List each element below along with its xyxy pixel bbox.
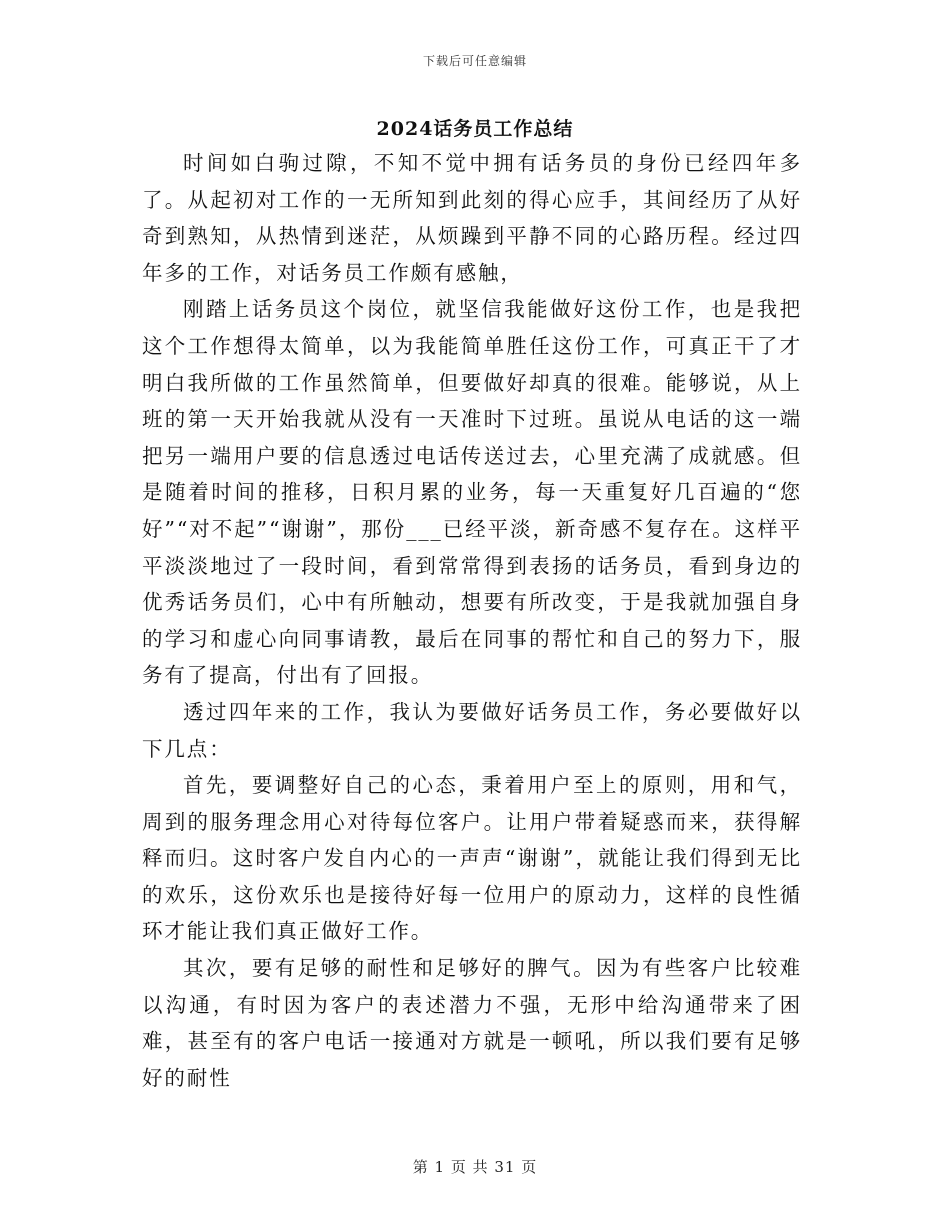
paragraph-3: 透过四年来的工作，我认为要做好话务员工作，务必要做好以下几点： [142,699,802,761]
document-body [142,145,802,1096]
document-title: 2024话务员工作总结 [376,118,574,140]
paragraph-5: 其次，要有足够的耐性和足够好的脾气。因为有些客户比较难以沟通，有时因为客户的表述潜力不强，无形中给沟通带来了困难，甚至有的客户电话一接通对方就是一顿吼，所以我们要有足够好的耐性 [142,956,802,1090]
paragraph-4: 首先，要调整好自己的心态，秉着用户至上的原则，用和气，周到的服务理念用心对待每位客户。让用户带着疑惑而来，获得解释而归。这时客户发自内心的一声声“谢谢”，就能让我们得到无比的欢乐，这份欢乐也是接待好每一位用户的原动力，这样的良性循环才能让我们真正做好工作。 [142,773,802,944]
paragraph-1: 时间如白驹过隙，不知不觉中拥有话务员的身份已经四年多了。从起初对工作的一无所知到此刻的得心应手，其间经历了从好奇到熟知，从热情到迷茫，从烦躁到平静不同的心路历程。经过四年多的工作，对话务员工作颇有感触， [142,151,802,285]
paragraph-2: 刚踏上话务员这个岗位，就坚信我能做好这份工作，也是我把这个工作想得太简单，以为我能简单胜任这份工作，可真正干了才明白我所做的工作虽然简单，但要做好却真的很难。能够说，从上班的第一天开始我就从没有一天准时下过班。虽说从电话的这一端把另一端用户要的信息透过电话传送过去，心里充满了成就感。但是随着时间的推移，日积月累的业务，每一天重复好几百遍的“您好”“对不起”“谢谢”，那份___已经平淡，新奇感不复存在。这样平平淡淡地过了一段时间，看到常常得到表扬的话务员，看到身边的优秀话务员们，心中有所触动，想要有所改变，于是我就加强自身的学习和虚心向同事请教，最后在同事的帮忙和自己的努力下，服务有了提高，付出有了回报。 [142,297,802,688]
header-note: 下载后可任意编辑 [422,54,527,68]
page-number: 第 1 页 共 31 页 [412,1158,538,1176]
